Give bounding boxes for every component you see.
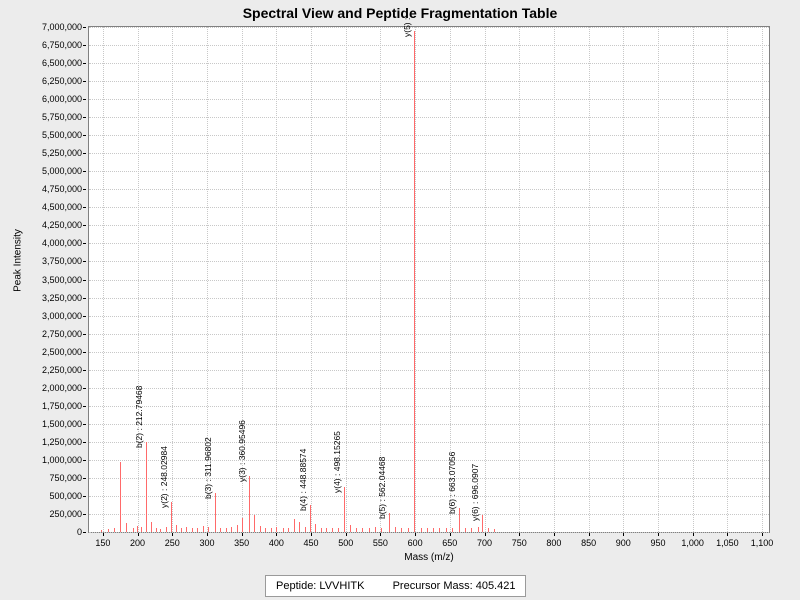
y-axis-tick-label: 6,000,000 — [41, 94, 82, 105]
x-axis-tick-mark — [138, 533, 139, 536]
peak-annotation: b(3) : 311.96802 — [203, 437, 214, 500]
x-axis-tick-label: 950 — [650, 538, 666, 548]
y-axis-tick-label: 1,500,000 — [41, 418, 82, 429]
peak-annotation: b(2) : 212.79468 — [134, 385, 145, 448]
y-axis-tick-mark — [83, 514, 86, 515]
y-axis-tick-mark — [83, 135, 86, 136]
x-axis-tick-mark — [693, 533, 694, 536]
plot-area — [88, 17, 770, 533]
y-axis-tick-label: 7,000,000 — [41, 22, 82, 32]
y-axis-tick-label: 2,000,000 — [41, 382, 82, 393]
x-axis-tick-label: 900 — [615, 538, 631, 548]
x-axis-tick-mark — [415, 533, 416, 536]
y-axis-tick-label: 2,500,000 — [41, 346, 82, 357]
y-axis-tick-mark — [83, 243, 86, 244]
y-axis-tick-mark — [83, 153, 86, 154]
x-axis-tick-label: 1,000 — [681, 538, 704, 548]
peak-annotation: b(6) : 663.07056 — [446, 451, 457, 515]
x-axis-tick-mark — [554, 533, 555, 536]
x-axis-tick-mark — [589, 533, 590, 536]
x-axis-tick-mark — [172, 533, 173, 536]
y-axis-tick-label: 6,250,000 — [41, 76, 82, 87]
x-axis-tick-mark — [276, 533, 277, 536]
x-axis-tick-mark — [727, 533, 728, 536]
peak-annotation: b(4) : 448.88574 — [298, 448, 309, 511]
y-axis-tick-mark — [83, 334, 86, 335]
peak-annotation: b(5) : 562.04468 — [376, 456, 387, 520]
y-axis-tick-label: 5,000,000 — [41, 166, 82, 177]
x-axis-tick-label: 1,100 — [750, 538, 774, 548]
x-axis-tick-mark — [450, 533, 451, 536]
y-axis-tick-mark — [83, 532, 86, 533]
x-axis-tick-mark — [207, 533, 208, 536]
y-axis-tick-mark — [83, 189, 86, 190]
y-axis-tick-mark — [83, 81, 86, 82]
y-axis-tick-label: 3,250,000 — [41, 292, 82, 303]
x-axis-tick-mark — [103, 533, 104, 536]
x-axis-tick-label: 800 — [546, 538, 562, 548]
y-axis-tick-mark — [83, 352, 86, 353]
y-axis-tick-label: 5,250,000 — [41, 148, 82, 159]
y-axis-tick-label: 6,750,000 — [41, 40, 82, 51]
x-axis-tick-label: 400 — [268, 538, 284, 548]
x-axis-tick-mark — [485, 533, 486, 536]
y-axis-tick-label: 2,750,000 — [41, 328, 82, 339]
peak-annotation: y(2) : 248.02984 — [158, 445, 169, 508]
y-axis-tick-label: 1,250,000 — [41, 436, 82, 447]
y-axis-tick-label: 5,500,000 — [41, 130, 82, 141]
y-axis-tick-label: 1,000,000 — [41, 454, 82, 465]
peak-annotations — [89, 17, 769, 532]
y-axis-tick-mark — [83, 298, 86, 299]
y-axis-tick-mark — [83, 225, 86, 226]
x-axis-tick-label: 500 — [338, 538, 354, 548]
y-axis-tick-mark — [83, 424, 86, 425]
x-axis-tick-label: 450 — [303, 538, 319, 548]
y-axis-tick-label: 5,750,000 — [41, 112, 82, 123]
peptide-info-box — [265, 575, 526, 597]
y-axis-tick-mark — [83, 316, 86, 317]
x-axis-tick-label: 1,050 — [716, 538, 739, 548]
x-axis-tick-label: 700 — [476, 538, 493, 548]
y-axis-tick-label: 750,000 — [49, 472, 82, 483]
peak-annotation: y(6) : 696.0907 — [469, 463, 480, 521]
x-axis-tick-label: 600 — [407, 538, 423, 548]
y-axis-tick-mark — [83, 261, 86, 262]
y-axis-tick-label: 4,500,000 — [41, 202, 82, 213]
y-axis-tick-mark — [83, 171, 86, 172]
y-axis-tick-mark — [83, 406, 86, 407]
x-axis-tick-label: 150 — [95, 538, 111, 548]
x-axis-tick-mark — [658, 533, 659, 536]
peptide-label: Peptide: LVVHITK — [276, 580, 365, 592]
x-axis-tick-label: 250 — [164, 538, 180, 548]
x-axis-tick-label: 350 — [234, 538, 250, 548]
x-axis-tick-label: 750 — [511, 538, 527, 548]
x-axis-tick-mark — [346, 533, 347, 536]
y-axis-tick-mark — [83, 207, 86, 208]
x-axis-tick-label: 200 — [130, 538, 146, 548]
y-axis-title: Peak Intensity — [12, 229, 24, 292]
x-axis-title: Mass (m/z) — [404, 552, 454, 563]
y-axis-tick-mark — [83, 388, 86, 389]
y-axis-tick-mark — [83, 370, 86, 371]
x-axis-tick-mark — [519, 533, 520, 536]
y-axis-tick-label: 4,000,000 — [41, 238, 82, 249]
y-axis-tick-mark — [83, 27, 86, 28]
y-axis-tick-mark — [83, 117, 86, 118]
y-axis-tick-label: 4,250,000 — [41, 220, 82, 231]
y-axis-tick-label: 1,750,000 — [41, 400, 82, 411]
y-axis-tick-mark — [83, 442, 86, 443]
peak-annotation: y(3) : 360.95496 — [237, 419, 248, 482]
y-axis-tick-label: 0 — [76, 527, 82, 537]
y-axis-tick-label: 3,500,000 — [41, 274, 82, 285]
x-axis-tick-label: 300 — [199, 538, 215, 548]
y-axis-tick-mark — [83, 280, 86, 281]
y-axis-tick-mark — [83, 45, 86, 46]
y-axis-tick-mark — [83, 63, 86, 64]
x-axis-tick-mark — [762, 533, 763, 536]
y-axis-tick-mark — [83, 496, 86, 497]
y-axis-tick-label: 6,500,000 — [41, 58, 82, 69]
x-axis-tick-mark — [380, 533, 381, 536]
y-axis-tick-mark — [83, 478, 86, 479]
x-axis-tick-label: 650 — [442, 538, 458, 548]
peak-annotation: y(5) : — [402, 17, 413, 37]
y-axis-tick-label: 2,250,000 — [41, 364, 82, 375]
y-axis-tick-mark — [83, 460, 86, 461]
page-title: Spectral View and Peptide Fragmentation Table — [242, 5, 558, 21]
y-axis-tick-label: 3,750,000 — [41, 256, 82, 267]
y-axis-tick-label: 250,000 — [49, 508, 82, 519]
x-axis-tick-mark — [242, 533, 243, 536]
peak-annotation: y(4) : 498.15265 — [332, 431, 343, 494]
precursor-mass-label: Precursor Mass: 405.421 — [392, 580, 516, 592]
x-axis-tick-label: 550 — [372, 538, 388, 548]
y-axis-tick-label: 500,000 — [49, 490, 82, 501]
y-axis-tick-label: 4,750,000 — [41, 184, 82, 195]
x-axis-tick-label: 850 — [581, 538, 597, 548]
x-axis-tick-mark — [311, 533, 312, 536]
y-axis-tick-mark — [83, 99, 86, 100]
x-axis-tick-mark — [623, 533, 624, 536]
y-axis-tick-label: 3,000,000 — [41, 310, 82, 321]
